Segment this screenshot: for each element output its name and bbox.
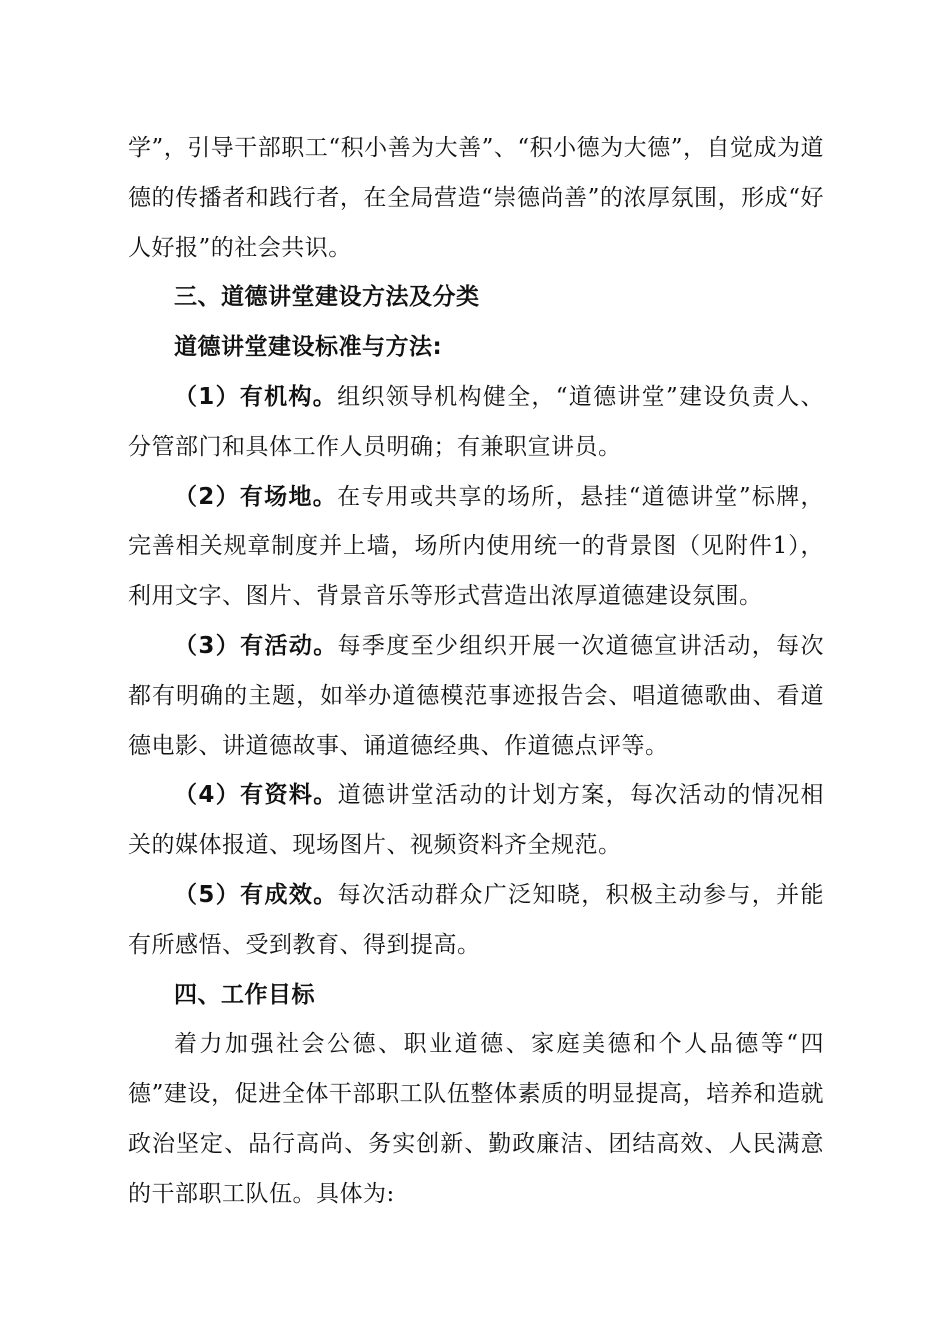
document-page bbox=[128, 124, 824, 1220]
list-item-activity bbox=[128, 622, 824, 771]
section-4-paragraph: 着力加强社会公德、职业道德、家庭美德和个人品德等“四德”建设，促进全体干部职工队伍整体素质的明显提高，培养和造就政治坚定、品行高尚、务实创新、勤政廉洁、团结高效、人民满意的干部职工队伍。具体为: bbox=[128, 1031, 824, 1207]
list-item-text: 组织领导机构健全，“道德讲堂”建设负责人、分管部门和具体工作人员明确；有兼职宣讲员。 bbox=[128, 383, 824, 460]
list-item-text: 在专用或共享的场所，悬挂“道德讲堂”标牌，完善相关规章制度并上墙，场所内使用统一的背景图（见附件1），利用文字、图片、背景音乐等形式营造出浓厚道德建设氛围。 bbox=[128, 483, 824, 610]
list-item-lead: （1）有机构。 bbox=[174, 383, 338, 410]
list-item-lead: （4）有资料。 bbox=[174, 782, 338, 809]
list-item-materials bbox=[128, 771, 824, 871]
list-item-venue bbox=[128, 473, 824, 622]
section-4-heading: 四、工作目标 bbox=[174, 981, 315, 1008]
list-item-text: 每次活动群众广泛知晓，积极主动参与，并能有所感悟、受到教育、得到提高。 bbox=[128, 881, 824, 958]
section-3-heading: 三、道德讲堂建设方法及分类 bbox=[174, 284, 480, 311]
list-item-results bbox=[128, 871, 824, 971]
intro-paragraph-continued: 学”，引导干部职工“积小善为大善”、“积小德为大德”，自觉成为道德的传播者和践行者，在全局营造“崇德尚善”的浓厚氛围，形成“好人好报”的社会共识。 bbox=[128, 135, 824, 261]
list-item-institution bbox=[128, 373, 824, 473]
list-item-text: 道德讲堂活动的计划方案，每次活动的情况相关的媒体报道、现场图片、视频资料齐全规范。 bbox=[128, 782, 824, 859]
section-3-subheading: 道德讲堂建设标准与方法: bbox=[174, 334, 443, 361]
list-item-lead: （3）有活动。 bbox=[174, 632, 338, 659]
list-item-lead: （2）有场地。 bbox=[174, 483, 338, 510]
list-item-text: 每季度至少组织开展一次道德宣讲活动，每次都有明确的主题，如举办道德模范事迹报告会、唱道德歌曲、看道德电影、讲道德故事、诵道德经典、作道德点评等。 bbox=[128, 632, 824, 759]
list-item-lead: （5）有成效。 bbox=[174, 881, 338, 908]
